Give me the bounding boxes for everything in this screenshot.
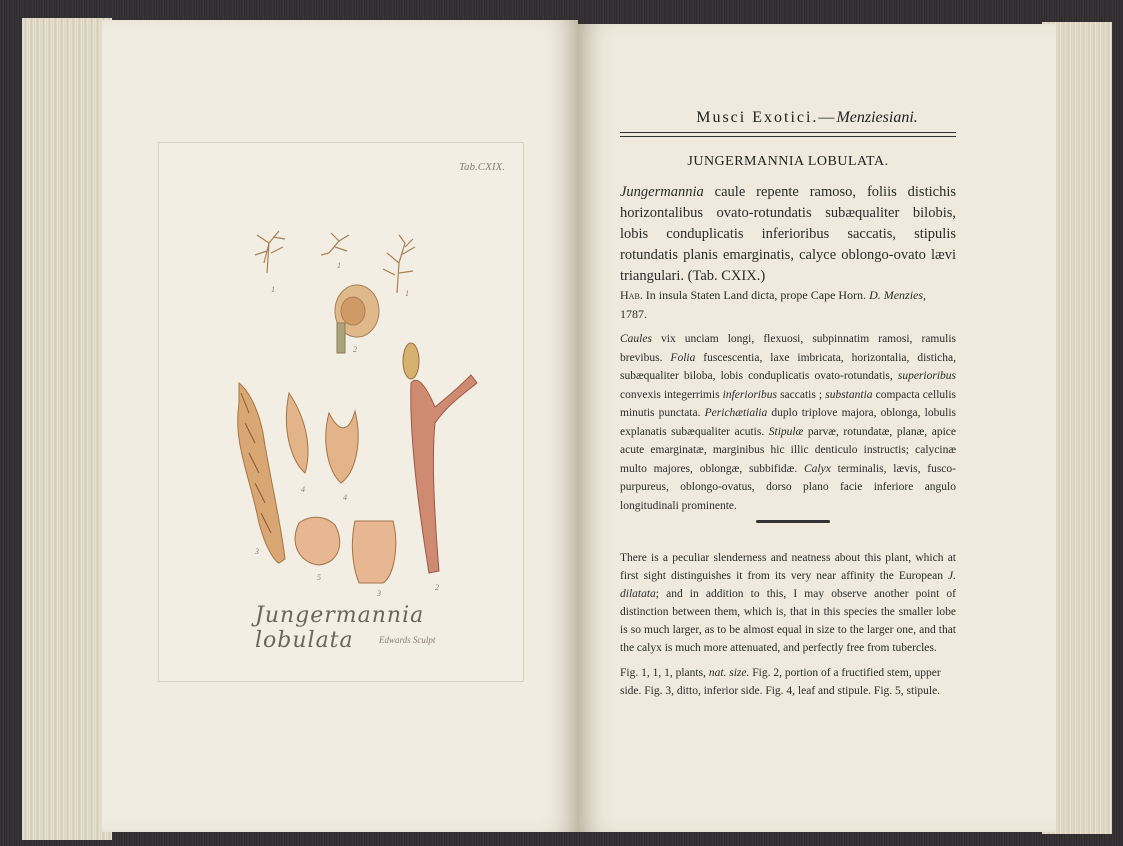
fig-5-stipules: [295, 517, 396, 583]
left-page-edges: [22, 18, 112, 840]
hab-year: 1787.: [620, 307, 647, 321]
open-book: [22, 18, 1112, 840]
left-page: [102, 20, 578, 832]
description-run: Caules: [620, 333, 652, 345]
description-run: inferioribus: [722, 388, 777, 401]
fig-label: 4: [301, 485, 305, 494]
description-run: Stipulæ: [768, 425, 804, 438]
description-run: Perichætialia: [704, 407, 768, 419]
description-run: Calyx: [804, 462, 831, 475]
description-run: saccatis ;: [776, 388, 826, 401]
observations-run: J. dilatata: [620, 570, 956, 600]
fig-4-leaves: [286, 393, 358, 483]
habitat: [620, 286, 956, 324]
fig-label: 1: [405, 289, 409, 298]
double-rule-top: [620, 132, 956, 133]
observations: [620, 549, 956, 657]
running-head-italic: Menziesiani.: [836, 109, 918, 126]
description-run: superioribus: [897, 370, 956, 382]
right-page: [578, 24, 1056, 832]
fig-2-pink-stem: [403, 343, 477, 573]
diagnosis-tab: (Tab. CXIX.): [687, 268, 766, 284]
observations-run: There is a peculiar slenderness and neatness about this plant, which at first sight distinguishes it from its very near affinity the European: [620, 552, 956, 582]
botanical-plate: [158, 142, 524, 682]
fig-label: 5: [317, 573, 321, 582]
plate-number: Tab.CXIX.: [458, 161, 505, 173]
plate-illustration: [159, 143, 523, 681]
fig-2-leaf-detail: [335, 285, 379, 353]
description-run: vix unciam longi, flexuosi, subpinnatim ramosi, ramulis brevibus.: [620, 333, 956, 364]
fig-3-fruit-stem: [238, 383, 285, 563]
figure-explanation: [620, 664, 956, 700]
plate-title: Jungermannia lobulata: [255, 603, 425, 653]
fig-label: 2: [353, 345, 357, 354]
diagnosis: [620, 182, 956, 287]
fig-1-sprigs: [255, 231, 415, 293]
species-heading: JUNGERMANNIA LOBULATA.: [687, 154, 889, 169]
fig-label: 1: [337, 261, 341, 270]
running-head-main: Musci Exotici.—: [696, 109, 837, 126]
fig-label: 4: [343, 493, 347, 502]
running-head: [620, 109, 994, 127]
diagnosis-genus: Jungermannia: [620, 184, 704, 200]
hab-label: Hab.: [620, 288, 643, 302]
observations-run: ; and in addition to this, I may observe another point of distinction between them, which is, that in this species the smaller lobe is so much larger, as to be almost equal in size to the larger one, and that the calyx is much more attenuated, and perfectly free from tubercles.: [620, 588, 956, 654]
fig-label: 3: [377, 589, 381, 598]
engraver-credit: Edwards Sculpt: [379, 635, 436, 645]
description-run: fuscescentia, laxe imbricata, horizontalia, disticha, subæqualiter biloba, lobis conduplicatis ovato-rotundatis,: [620, 351, 956, 382]
hab-text: In insula Staten Land dicta, prope Cape Horn.: [645, 288, 867, 302]
description: [620, 330, 956, 515]
description-run: Folia: [670, 351, 696, 364]
hab-collector: D. Menzies,: [869, 288, 927, 302]
figures-run: Fig. 1, 1, 1, plants,: [620, 667, 709, 679]
fig-label: 2: [435, 583, 439, 592]
description-run: convexis integerrimis: [620, 388, 723, 401]
description-run: terminalis, lævis, fusco-purpureus, oblongo-ovatus, dorso plano facie inferiore angulo longitudinali prominente.: [620, 462, 956, 512]
double-rule-bottom: [620, 136, 956, 137]
description-run: compacta cellulis minutis punctata.: [620, 388, 957, 419]
figures-run: Fig. 2, portion of a fructified stem, upper side. Fig. 3, ditto, inferior side. Fig. 4, leaf and stipule. Fig. 5, stipule.: [620, 667, 941, 697]
fig-label: 1: [271, 285, 275, 294]
description-run: substantia: [825, 388, 873, 401]
figures-run: nat. size.: [708, 667, 750, 679]
diagnosis-text: caule repente ramoso, foliis distichis horizontalibus ovato-rotundatis subæqualiter bilobis, lobis conduplicatis inferioribus saccatis, stipulis rotundatis planis emarginatis, calyce oblongo-ovato lævi triangulari.: [620, 184, 956, 284]
description-run: duplo triplove majora, oblonga, lobulis explanatis subæqualiter acutis.: [620, 407, 956, 438]
ornamental-rule: [756, 520, 830, 523]
fig-label: 3: [255, 547, 259, 556]
description-run: parvæ, rotundatæ, planæ, apice acute emarginatæ, marginibus hic illic denticulo instructis; calycinæ multo majores, oblongæ, subbifidæ.: [620, 425, 956, 475]
